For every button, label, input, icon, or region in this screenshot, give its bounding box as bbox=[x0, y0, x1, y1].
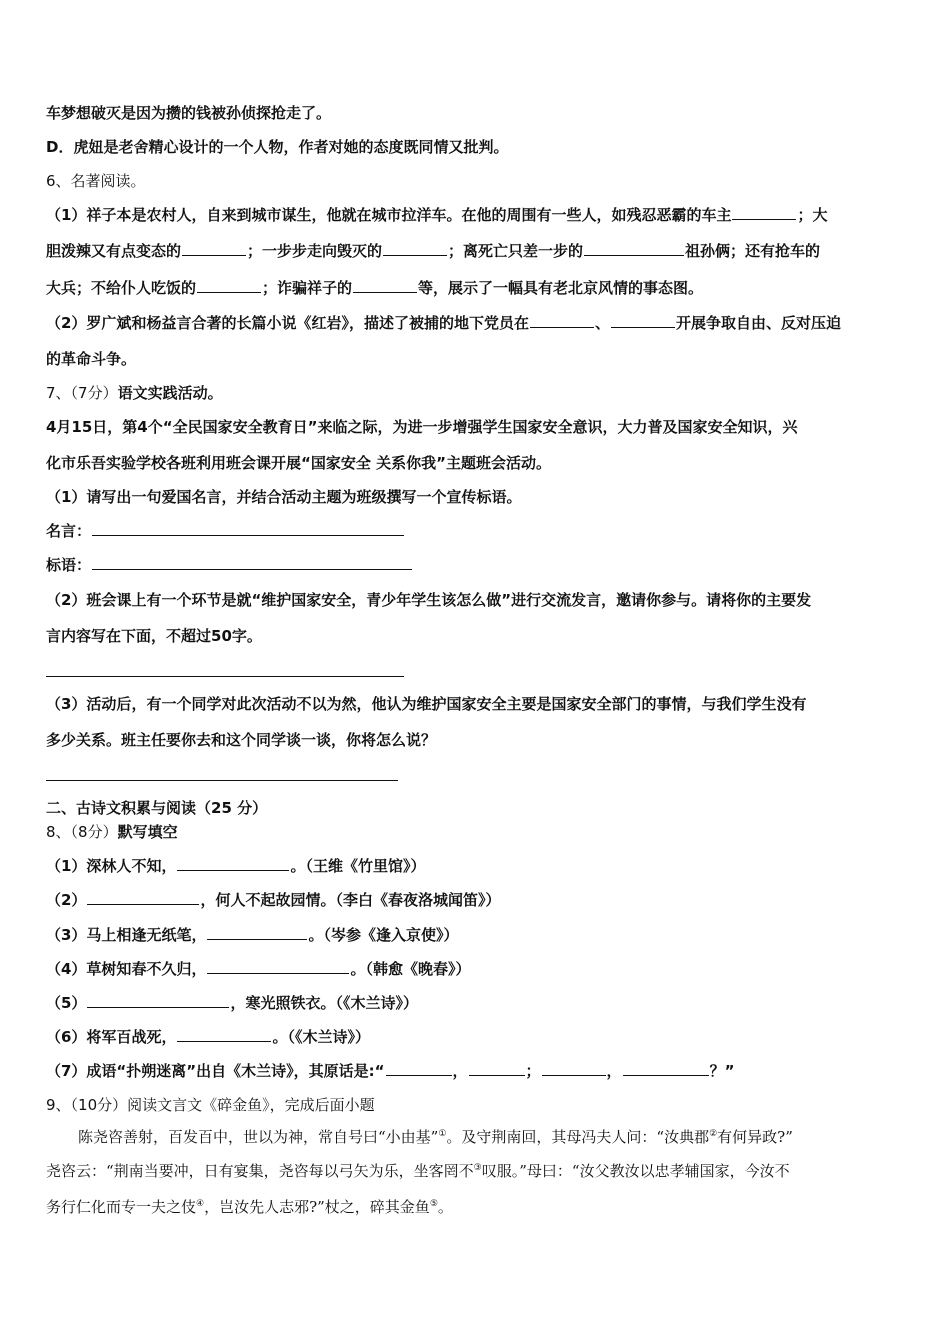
text: 。（韩愈《晚春》） bbox=[350, 960, 471, 978]
fill-blank[interactable] bbox=[182, 241, 246, 256]
label: 名言： bbox=[46, 522, 92, 540]
question-8-3 bbox=[46, 925, 908, 945]
question-7-3-line-1: （3）活动后，有一个同学对此次活动不以为然，他认为维护国家安全主要是国家安全部门的事情，与我们学生没有 bbox=[46, 695, 807, 713]
question-7-1: （1）请写出一句爱国名言，并结合活动主题为班级撰写一个宣传标语。 bbox=[46, 488, 522, 506]
text: 有何异政?” bbox=[717, 1128, 793, 1146]
text: 语文实践活动。 bbox=[117, 384, 223, 402]
question-6-1-line-1 bbox=[46, 205, 908, 225]
question-6-2-line-2: 的革命斗争。 bbox=[46, 350, 137, 368]
question-7-title bbox=[46, 383, 908, 403]
text: 祖孙俩；还有抢车的 bbox=[685, 242, 821, 260]
fill-blank[interactable] bbox=[177, 1027, 271, 1042]
text: 开展争取自由、反对压迫 bbox=[675, 314, 841, 332]
text: ；诈骗祥子的 bbox=[262, 279, 353, 297]
text: 陈尧咨善射，百发百中，世以为神，常自号曰“小由基” bbox=[78, 1128, 439, 1146]
text: （1）深林人不知， bbox=[46, 857, 177, 875]
text: 默写填空 bbox=[117, 823, 178, 841]
text: （5） bbox=[46, 994, 87, 1012]
footnote-marker: ④ bbox=[196, 1199, 205, 1209]
fill-blank[interactable] bbox=[197, 278, 261, 293]
text: 。（《木兰诗》） bbox=[272, 1028, 370, 1046]
text: 。（王维《竹里馆》） bbox=[290, 857, 426, 875]
question-6-title: 6、名著阅读。 bbox=[46, 172, 146, 190]
passage-line-1 bbox=[78, 1127, 908, 1147]
text: （2）罗广斌和杨益言合著的长篇小说《红岩》，描述了被捕的地下党员在 bbox=[46, 314, 529, 332]
question-8-6 bbox=[46, 1027, 908, 1047]
text: ，岂汝先人志邪?”杖之，碎其金鱼 bbox=[204, 1198, 430, 1216]
text: ；离死亡只差一步的 bbox=[448, 242, 584, 260]
question-7-2-line-1: （2）班会课上有一个环节是就“维护国家安全，青少年学生该怎么做”进行交流发言，邀请你参与。请将你的主要发 bbox=[46, 591, 812, 609]
text: ，何人不起故园情。（李白《春夜洛城闻笛》） bbox=[200, 891, 501, 909]
text: 等，展示了一幅具有老北京风情的事态图。 bbox=[418, 279, 704, 297]
question-8-5 bbox=[46, 993, 908, 1013]
fill-blank[interactable] bbox=[732, 205, 796, 220]
footnote-marker: ① bbox=[438, 1129, 447, 1139]
text: （6）将军百战死， bbox=[46, 1028, 177, 1046]
text: （4）草树知春不久归， bbox=[46, 960, 207, 978]
label: 标语： bbox=[46, 556, 92, 574]
motto-answer-blank[interactable] bbox=[92, 521, 404, 536]
fill-blank[interactable] bbox=[584, 241, 684, 256]
question-8-7 bbox=[46, 1061, 908, 1081]
text: （1）祥子本是农村人，自来到城市谋生，他就在城市拉洋车。在他的周围有一些人，如残忍恶霸的车主 bbox=[46, 206, 732, 224]
question-7-intro-2: 化市乐吾实验学校各班利用班会课开展“国家安全 关系你我”主题班会活动。 bbox=[46, 454, 551, 472]
fill-blank[interactable] bbox=[623, 1061, 709, 1076]
motto-line bbox=[46, 521, 908, 541]
section-2-heading: 二、古诗文积累与阅读（25 分） bbox=[46, 799, 268, 817]
question-6-1-line-3 bbox=[46, 278, 908, 298]
fill-blank[interactable] bbox=[469, 1061, 525, 1076]
question-7-intro-1: 4月15日，第4个“全民国家安全教育日”来临之际，为进一步增强学生国家安全意识，大力普及国家安全知识，兴 bbox=[46, 418, 798, 436]
text: （2） bbox=[46, 891, 87, 909]
question-number: 7、（7分） bbox=[46, 384, 118, 402]
answer-line[interactable] bbox=[46, 780, 398, 781]
question-number: 8、（8分） bbox=[46, 823, 118, 841]
text: 务行仁化而专一夫之伎 bbox=[46, 1198, 197, 1216]
fill-blank[interactable] bbox=[353, 278, 417, 293]
question-8-1 bbox=[46, 856, 908, 876]
fill-blank[interactable] bbox=[386, 1061, 452, 1076]
text: 。 bbox=[437, 1198, 453, 1216]
question-9-title: 9、（10分）阅读文言文《碎金鱼》，完成后面小题 bbox=[46, 1096, 375, 1114]
option-c-continuation: 车梦想破灭是因为攒的钱被孙侦探抢走了。 bbox=[46, 104, 332, 122]
text: ， bbox=[606, 1062, 622, 1080]
footnote-marker: ② bbox=[709, 1129, 718, 1139]
question-8-title bbox=[46, 822, 908, 842]
fill-blank[interactable] bbox=[207, 925, 307, 940]
fill-blank[interactable] bbox=[530, 313, 594, 328]
fill-blank[interactable] bbox=[611, 313, 675, 328]
text: 、 bbox=[594, 314, 610, 332]
slogan-answer-blank[interactable] bbox=[92, 555, 412, 570]
fill-blank[interactable] bbox=[87, 890, 199, 905]
fill-blank[interactable] bbox=[542, 1061, 606, 1076]
text: 胆泼辣又有点变态的 bbox=[46, 242, 182, 260]
option-d: D．虎妞是老舍精心设计的一个人物，作者对她的态度既同情又批判。 bbox=[46, 138, 509, 156]
fill-blank[interactable] bbox=[87, 993, 229, 1008]
fill-blank[interactable] bbox=[177, 856, 289, 871]
text: ；大 bbox=[797, 206, 828, 224]
text: ？” bbox=[709, 1062, 735, 1080]
question-8-4 bbox=[46, 959, 908, 979]
text: 叹服。”母曰：“汝父教汝以忠孝辅国家，今汝不 bbox=[481, 1162, 790, 1180]
footnote-marker: ③ bbox=[473, 1163, 482, 1173]
text: ； bbox=[525, 1062, 541, 1080]
passage-line-3 bbox=[46, 1197, 908, 1217]
text: ， bbox=[452, 1062, 468, 1080]
text: （3）马上相逢无纸笔， bbox=[46, 926, 207, 944]
text: 。（岑参《逢入京使》） bbox=[308, 926, 459, 944]
passage-line-2 bbox=[46, 1161, 908, 1181]
question-8-2 bbox=[46, 890, 908, 910]
text: 尧咨云：“荆南当要冲，日有宴集，尧咨每以弓矢为乐，坐客罔不 bbox=[46, 1162, 474, 1180]
text: （7）成语“扑朔迷离”出自《木兰诗》，其原话是:“ bbox=[46, 1062, 385, 1080]
question-7-3-line-2: 多少关系。班主任要你去和这个同学谈一谈，你将怎么说？ bbox=[46, 731, 437, 749]
answer-line[interactable] bbox=[46, 676, 404, 677]
text: 大兵；不给仆人吃饭的 bbox=[46, 279, 197, 297]
question-6-2-line-1 bbox=[46, 313, 908, 333]
fill-blank[interactable] bbox=[383, 241, 447, 256]
text: ；一步步走向毁灭的 bbox=[247, 242, 383, 260]
footnote-marker: ⑤ bbox=[429, 1199, 438, 1209]
slogan-line bbox=[46, 555, 908, 575]
text: ，寒光照铁衣。（《木兰诗》） bbox=[230, 994, 418, 1012]
text: 。及守荆南回，其母冯夫人问：“汝典郡 bbox=[446, 1128, 710, 1146]
question-7-2-line-2: 言内容写在下面，不超过50字。 bbox=[46, 627, 262, 645]
fill-blank[interactable] bbox=[207, 959, 349, 974]
question-6-1-line-2 bbox=[46, 241, 908, 261]
